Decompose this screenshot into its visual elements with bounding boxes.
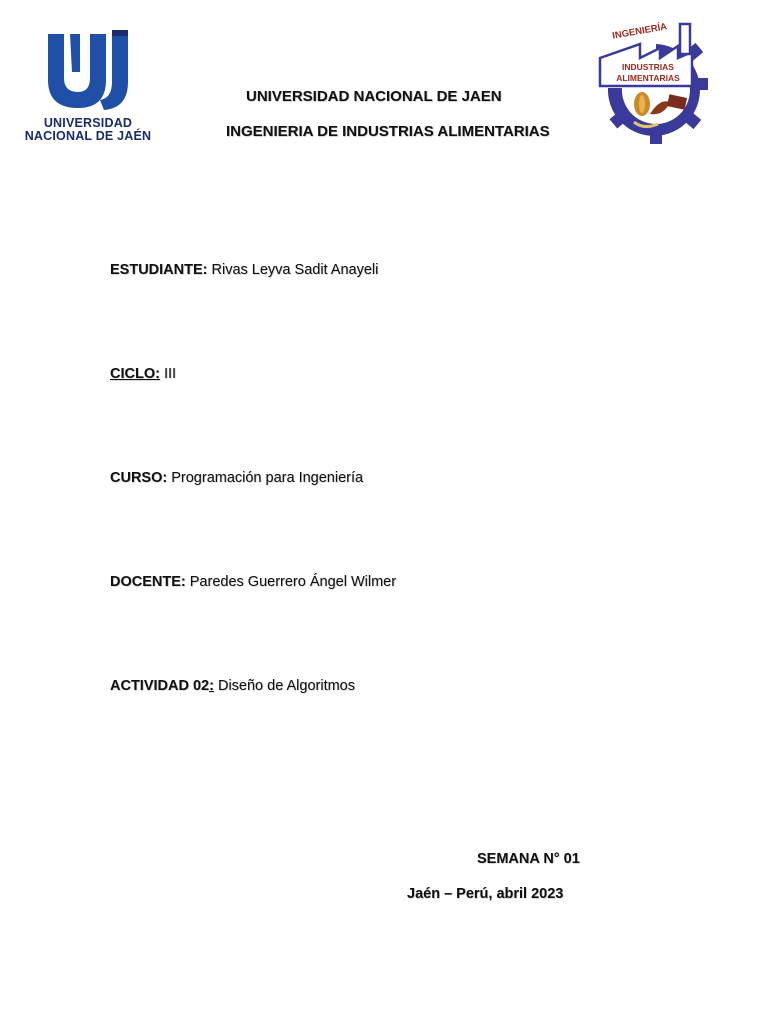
- unj-emblem-icon: [20, 28, 156, 112]
- field-curso-label: CURSO:: [110, 470, 168, 486]
- field-ciclo-label: CICLO: [110, 366, 156, 382]
- field-estudiante-value: Rivas Leyva Sadit Anayeli: [211, 262, 379, 278]
- faculty-logo-line1: INDUSTRIAS: [622, 62, 674, 72]
- university-logo: [20, 28, 156, 142]
- field-curso: [110, 470, 363, 486]
- field-curso-value: Programación para Ingeniería: [171, 470, 364, 486]
- faculty-logo: [594, 18, 718, 146]
- field-estudiante-label: ESTUDIANTE:: [110, 262, 208, 278]
- university-logo-line2: NACIONAL DE JAÉN: [24, 129, 152, 143]
- field-docente-label: DOCENTE:: [110, 574, 186, 590]
- semana-label: SEMANA N° 01: [477, 851, 580, 867]
- field-actividad-label: ACTIVIDAD 02: [110, 678, 210, 694]
- place-date-label: Jaén – Perú, abril 2023: [407, 886, 564, 902]
- field-ciclo-colon: :: [155, 366, 160, 382]
- university-title: UNIVERSIDAD NACIONAL DE JAEN: [246, 88, 502, 105]
- faculty-logo-line2: ALIMENTARIAS: [616, 73, 680, 83]
- field-actividad: [110, 678, 355, 694]
- university-logo-line1: UNIVERSIDAD: [43, 116, 133, 130]
- field-actividad-value: Diseño de Algoritmos: [217, 678, 355, 694]
- faculty-title: INGENIERIA DE INDUSTRIAS ALIMENTARIAS: [226, 123, 550, 140]
- field-docente-value: Paredes Guerrero Ángel Wilmer: [189, 574, 397, 590]
- field-ciclo: [110, 366, 176, 382]
- faculty-logo-top-text: INGENIERÍA: [611, 21, 668, 42]
- field-estudiante: [110, 262, 378, 278]
- field-actividad-colon: :: [209, 678, 214, 694]
- field-docente: [110, 574, 396, 590]
- field-ciclo-value: III: [163, 366, 177, 382]
